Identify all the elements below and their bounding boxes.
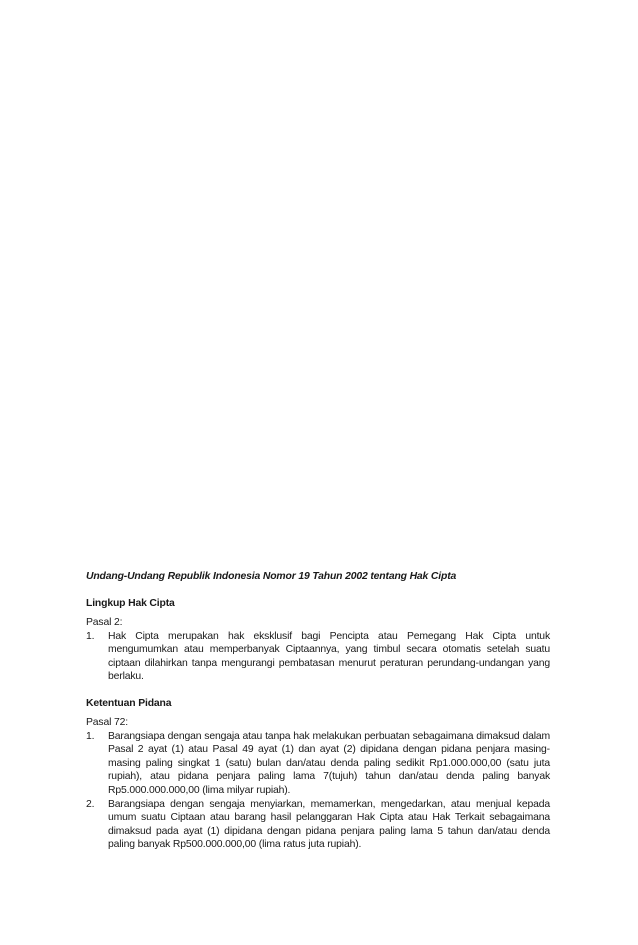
item-number: 1. bbox=[86, 630, 95, 642]
item-number: 2. bbox=[86, 798, 95, 810]
list-item bbox=[86, 798, 550, 852]
list-item bbox=[86, 730, 550, 798]
item-text: Hak Cipta merupakan hak eksklusif bagi Pencipta atau Pemegang Hak Cipta untuk mengumumkan atau memperbanyak Ciptaannya, yang timbul secara otomatis setelah suatu ciptaan dilahirkan tanpa mengurangi pembatasan menurut peraturan perundang-undangan yang berlaku. bbox=[108, 630, 550, 683]
item-number: 1. bbox=[86, 730, 95, 742]
section-lingkup-hak-cipta bbox=[86, 597, 550, 684]
law-title: Undang-Undang Republik Indonesia Nomor 19 Tahun 2002 tentang Hak Cipta bbox=[86, 571, 457, 582]
pasal-label: Pasal 2: bbox=[86, 617, 123, 628]
item-text: Barangsiapa dengan sengaja atau tanpa hak melakukan perbuatan sebagaimana dimaksud dalam Pasal 2 ayat (1) atau Pasal 49 ayat (1) dan ayat (2) dipidana dengan pidana penjara masing-masing paling singkat 1 (satu) bulan dan/atau denda paling sedikit Rp1.000.000,00 (satu juta rupiah), atau pidana penjara paling lama 7(tujuh) tahun dan/atau denda paling banyak Rp5.000.000.000,00 (lima milyar rupiah). bbox=[108, 730, 550, 796]
pasal-label: Pasal 72: bbox=[86, 716, 128, 728]
section-heading: Ketentuan Pidana bbox=[86, 697, 172, 709]
section-ketentuan-pidana bbox=[86, 697, 550, 852]
list-item bbox=[86, 630, 550, 684]
copyright-notice bbox=[86, 570, 550, 852]
item-text: Barangsiapa dengan sengaja menyiarkan, memamerkan, mengedarkan, atau menjual kepada umum suatu Ciptaan atau barang hasil pelanggaran Hak Cipta atau Hak Terkait sebagaimana dimaksud pada ayat (1) dipidana dengan pidana penjara paling lama 5 tahun dan/atau denda paling banyak Rp500.000.000,00 (lima ratus juta rupiah). bbox=[108, 798, 550, 851]
section-heading: Lingkup Hak Cipta bbox=[86, 598, 175, 609]
